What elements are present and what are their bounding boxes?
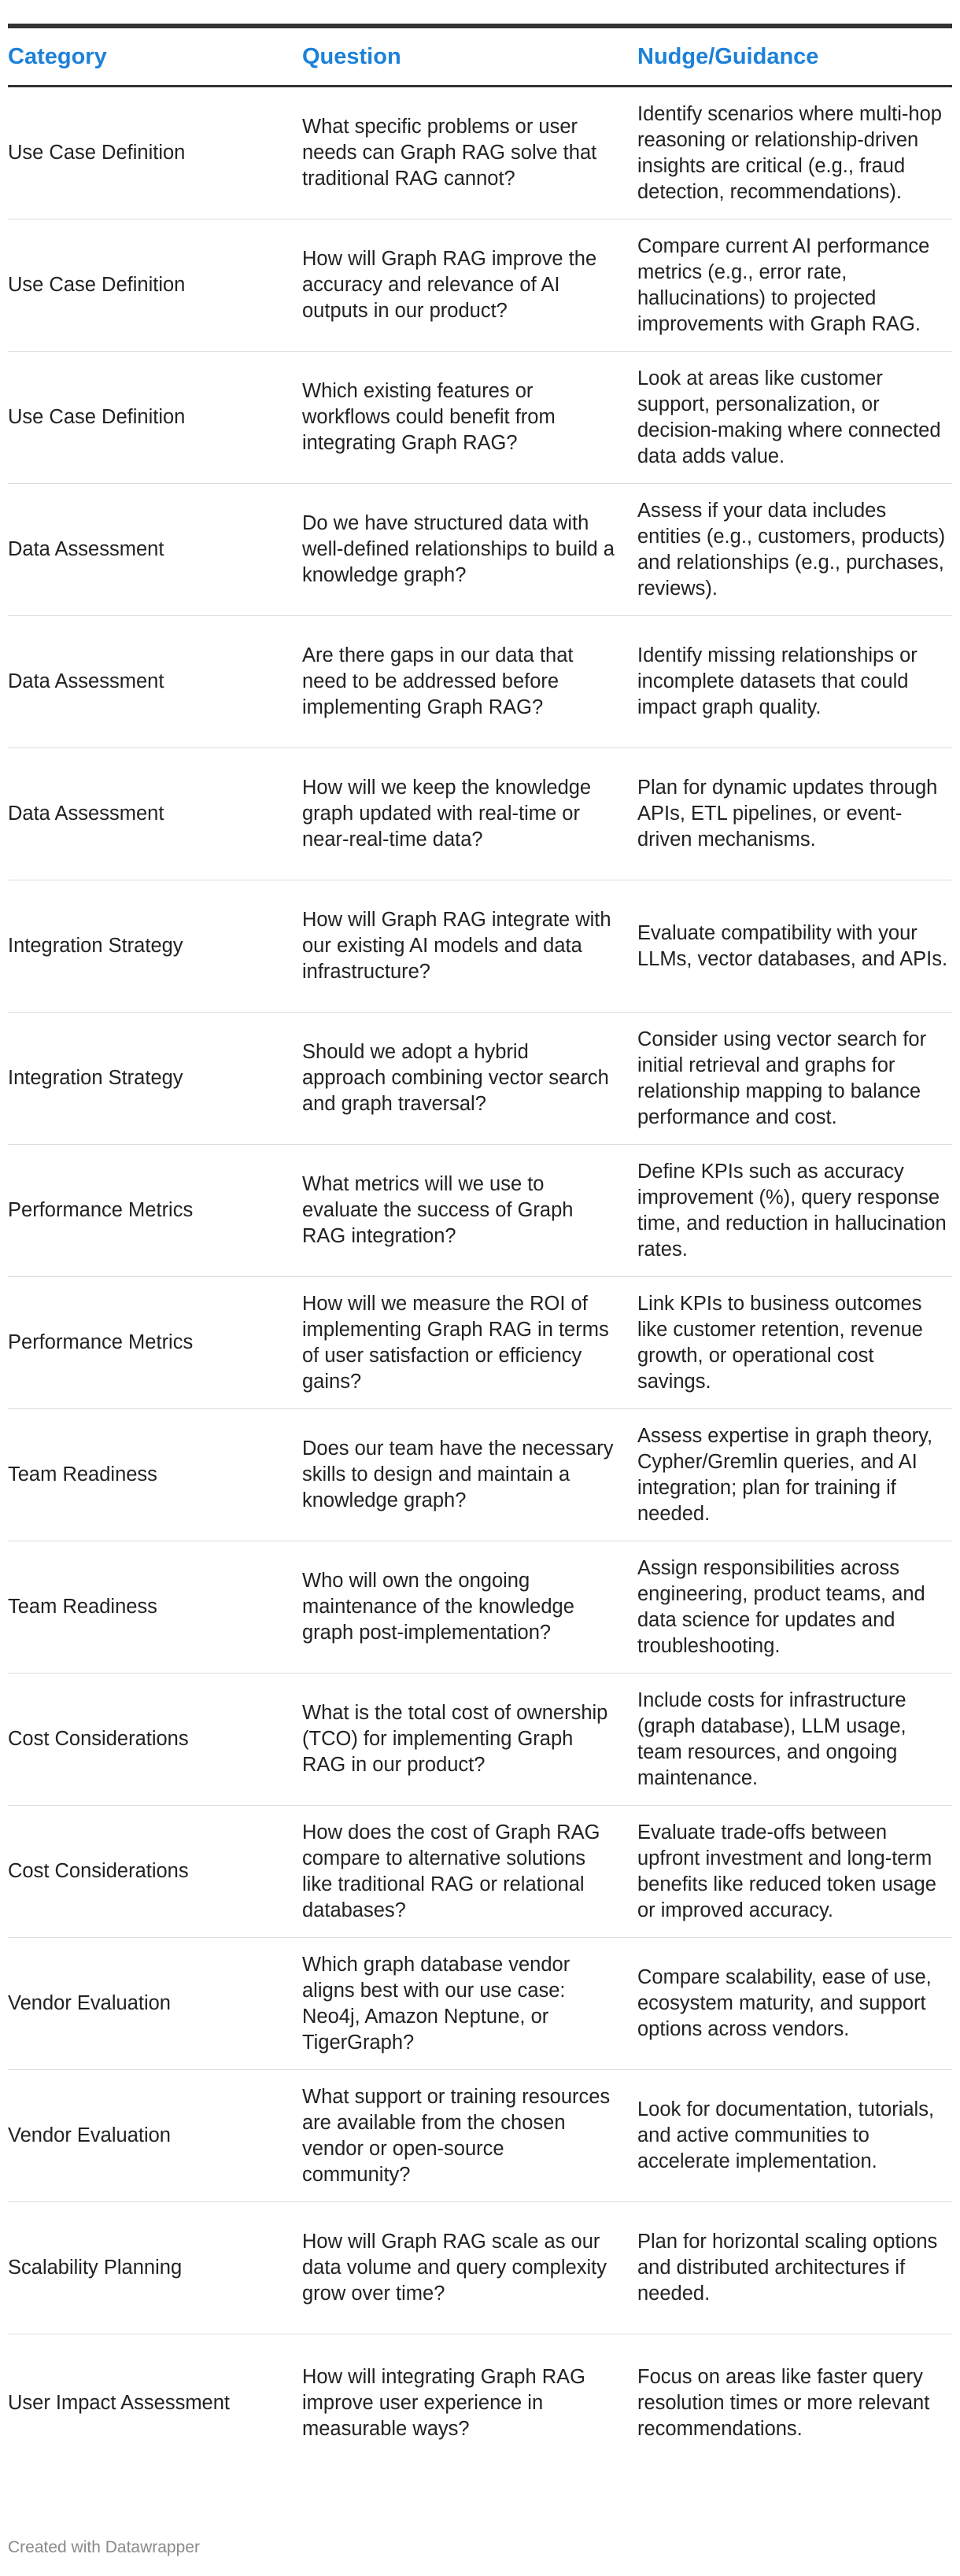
table-row [8, 1145, 952, 1277]
cell-nudge: Assess expertise in graph theory, Cypher/Gremlin queries, and AI integration; plan for training if needed. [637, 1409, 952, 1541]
cell-question: Who will own the ongoing maintenance of the knowledge graph post-implementation? [302, 1541, 637, 1674]
cell-nudge: Evaluate compatibility with your LLMs, vector databases, and APIs. [637, 880, 952, 1013]
cell-category: Integration Strategy [8, 1013, 302, 1145]
table-row [8, 1674, 952, 1806]
cell-question: What is the total cost of ownership (TCO) for implementing Graph RAG in our product? [302, 1674, 637, 1806]
cell-question: Which graph database vendor aligns best with our use case: Neo4j, Amazon Neptune, or TigerGraph? [302, 1938, 637, 2070]
cell-category: Scalability Planning [8, 2202, 302, 2334]
table-row [8, 748, 952, 880]
cell-question: Do we have structured data with well-defined relationships to build a knowledge graph? [302, 484, 637, 616]
cell-category: Data Assessment [8, 616, 302, 748]
cell-question: What support or training resources are available from the chosen vendor or open-source community? [302, 2070, 637, 2202]
column-header-category[interactable]: Category [8, 28, 302, 87]
cell-nudge: Identify missing relationships or incomplete datasets that could impact graph quality. [637, 616, 952, 748]
cell-nudge: Plan for horizontal scaling options and distributed architectures if needed. [637, 2202, 952, 2334]
cell-nudge: Assess if your data includes entities (e.g., customers, products) and relationships (e.g., purchases, reviews). [637, 484, 952, 616]
datawrapper-credit[interactable]: Created with Datawrapper [8, 2538, 200, 2556]
cell-category: Integration Strategy [8, 880, 302, 1013]
table-body [8, 87, 952, 2472]
cell-nudge: Assign responsibilities across engineering, product teams, and data science for updates and troubleshooting. [637, 1541, 952, 1674]
cell-question: Which existing features or workflows could benefit from integrating Graph RAG? [302, 352, 637, 484]
table-row [8, 87, 952, 220]
table-row [8, 352, 952, 484]
cell-question: How will integrating Graph RAG improve user experience in measurable ways? [302, 2365, 585, 2440]
cell-category: Use Case Definition [8, 352, 302, 484]
cell-category: Use Case Definition [8, 220, 302, 352]
table-container [8, 24, 952, 2471]
cell-question: How will Graph RAG scale as our data volume and query complexity grow over time? [302, 2202, 637, 2334]
cell-question: How will we measure the ROI of implementing Graph RAG in terms of user satisfaction or efficiency gains? [302, 1277, 637, 1409]
cell-question: Should we adopt a hybrid approach combining vector search and graph traversal? [302, 1013, 637, 1145]
table-header [8, 28, 952, 87]
table-row [8, 1409, 952, 1541]
cell-question: How does the cost of Graph RAG compare to alternative solutions like traditional RAG or relational databases? [302, 1806, 637, 1938]
table-row [8, 1806, 952, 1938]
table-row [8, 1013, 952, 1145]
questions-table [8, 28, 952, 2471]
table-row [8, 1277, 952, 1409]
cell-nudge: Look at areas like customer support, personalization, or decision-making where connected data adds value. [637, 352, 952, 484]
cell-category: Performance Metrics [8, 1145, 302, 1277]
table-row [8, 484, 952, 616]
cell-nudge: Compare scalability, ease of use, ecosystem maturity, and support options across vendors. [637, 1938, 952, 2070]
cell-category: Team Readiness [8, 1541, 302, 1674]
table-row [8, 2070, 952, 2202]
cell-question: How will Graph RAG integrate with our existing AI models and data infrastructure? [302, 880, 637, 1013]
table-row [8, 1541, 952, 1674]
cell-nudge: Evaluate trade-offs between upfront investment and long-term benefits like reduced token usage or improved accuracy. [637, 1806, 952, 1938]
cell-nudge: Identify scenarios where multi-hop reasoning or relationship-driven insights are critical (e.g., fraud detection, recommendations). [637, 87, 952, 220]
cell-question: How will we keep the knowledge graph updated with real-time or near-real-time data? [302, 748, 637, 880]
cell-nudge: Link KPIs to business outcomes like customer retention, revenue growth, or operational cost savings. [637, 1277, 952, 1409]
cell-question: What specific problems or user needs can Graph RAG solve that traditional RAG cannot? [302, 87, 637, 220]
cell-question: What metrics will we use to evaluate the success of Graph RAG integration? [302, 1145, 637, 1277]
cell-category: Vendor Evaluation [8, 2070, 302, 2202]
table-row [8, 880, 952, 1013]
table-row [8, 616, 952, 748]
cell-question: How will Graph RAG improve the accuracy and relevance of AI outputs in our product? [302, 220, 637, 352]
cell-nudge: Plan for dynamic updates through APIs, ETL pipelines, or event-driven mechanisms. [637, 748, 952, 880]
cell-category: User Impact Assessment [8, 2391, 231, 2414]
table-row [8, 2334, 952, 2472]
cell-nudge: Compare current AI performance metrics (e.g., error rate, hallucinations) to projected improvements with Graph RAG. [637, 220, 952, 352]
cell-category: Use Case Definition [8, 87, 302, 220]
cell-nudge: Look for documentation, tutorials, and active communities to accelerate implementation. [637, 2070, 952, 2202]
cell-category: Data Assessment [8, 748, 302, 880]
cell-question: Does our team have the necessary skills to design and maintain a knowledge graph? [302, 1409, 637, 1541]
cell-category: Vendor Evaluation [8, 1938, 302, 2070]
table-row [8, 2202, 952, 2334]
cell-nudge: Include costs for infrastructure (graph database), LLM usage, team resources, and ongoing maintenance. [637, 1674, 952, 1806]
cell-question: Are there gaps in our data that need to be addressed before implementing Graph RAG? [302, 616, 637, 748]
cell-category: Cost Considerations [8, 1806, 302, 1938]
table-row [8, 220, 952, 352]
table-row [8, 1938, 952, 2070]
cell-category: Performance Metrics [8, 1277, 302, 1409]
column-header-nudge[interactable]: Nudge/Guidance [637, 28, 952, 87]
cell-category: Data Assessment [8, 484, 302, 616]
cell-category: Team Readiness [8, 1409, 302, 1541]
column-header-question[interactable]: Question [302, 28, 637, 87]
cell-nudge: Focus on areas like faster query resolution times or more relevant recommendations. [637, 2365, 930, 2440]
cell-nudge: Consider using vector search for initial retrieval and graphs for relationship mapping to balance performance and cost. [637, 1013, 952, 1145]
cell-nudge: Define KPIs such as accuracy improvement (%), query response time, and reduction in hallucination rates. [637, 1145, 952, 1277]
cell-category: Cost Considerations [8, 1674, 302, 1806]
header-row [8, 28, 952, 87]
